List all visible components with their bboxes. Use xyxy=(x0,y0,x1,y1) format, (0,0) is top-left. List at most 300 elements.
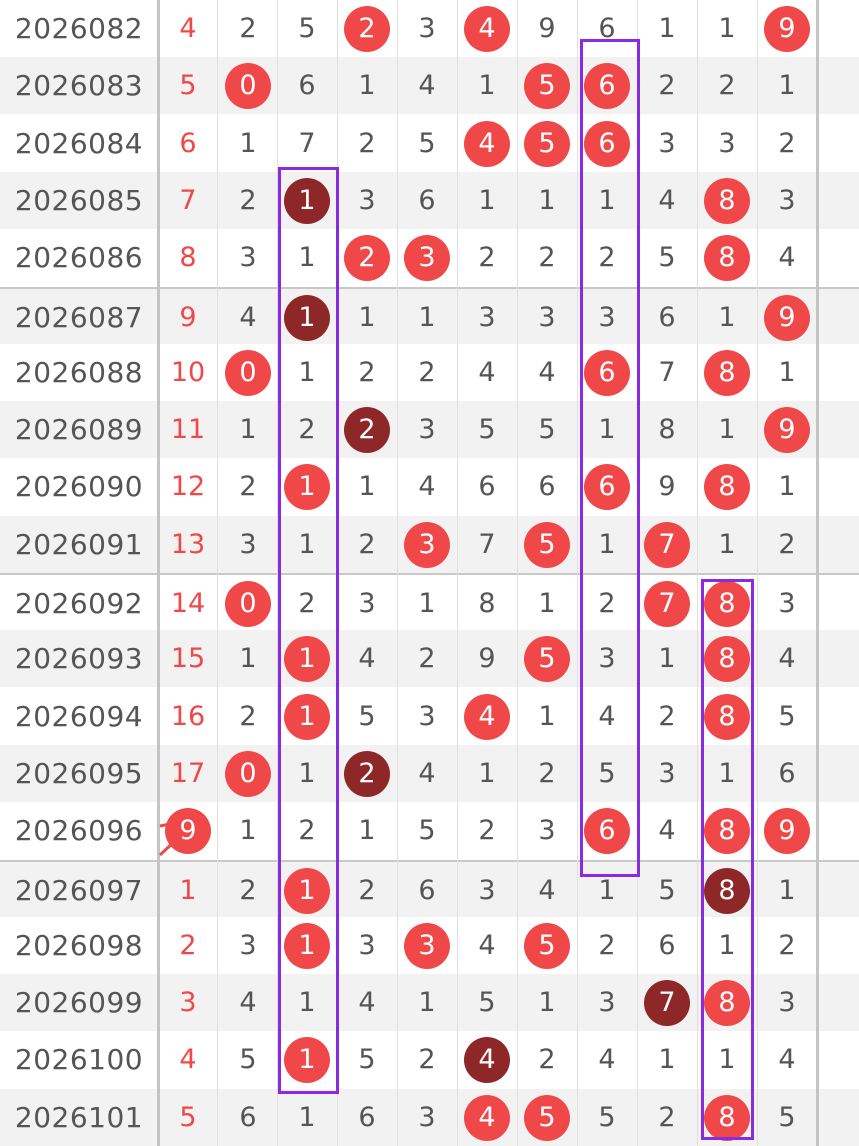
digit-cell: 1 xyxy=(538,701,556,732)
digit-cell: 1 xyxy=(598,185,616,216)
period-number: 2026084 xyxy=(14,127,144,160)
digit-cell xyxy=(337,401,397,458)
digit-cell xyxy=(697,974,757,1031)
digit-cell: 3 xyxy=(778,588,796,619)
digit-cell: 7 xyxy=(478,529,496,560)
repeat-ball: 7 xyxy=(644,980,690,1026)
digit-cell xyxy=(517,115,577,172)
period-number: 2026085 xyxy=(14,184,144,217)
table-row xyxy=(0,57,859,114)
column-divider xyxy=(457,0,458,1146)
digit-cell: 2 xyxy=(418,357,436,388)
hit-ball: 2 xyxy=(344,235,390,281)
digit-cell: 3 xyxy=(418,701,436,732)
digit-cell: 6 xyxy=(658,302,676,333)
table-row xyxy=(0,0,859,57)
digit-cell: 2 xyxy=(239,875,257,906)
digit-cell: 2 xyxy=(358,128,376,159)
digit-cell: 3 xyxy=(358,930,376,961)
digit-cell: 8 xyxy=(658,414,676,445)
period-number: 2026087 xyxy=(14,301,144,334)
digit-cell: 5 xyxy=(298,13,316,44)
digit-cell xyxy=(697,688,757,745)
value-cell xyxy=(158,802,218,859)
hit-ball: 9 xyxy=(764,808,810,854)
digit-cell xyxy=(697,172,757,229)
digit-cell: 4 xyxy=(418,471,436,502)
digit-cell xyxy=(397,229,457,286)
digit-cell: 1 xyxy=(658,1044,676,1075)
digit-cell xyxy=(337,745,397,802)
digit-cell: 1 xyxy=(778,357,796,388)
digit-cell: 3 xyxy=(478,875,496,906)
table-row xyxy=(0,458,859,515)
digit-cell: 6 xyxy=(239,1102,257,1133)
digit-cell: 1 xyxy=(718,13,736,44)
digit-cell xyxy=(218,745,278,802)
digit-cell xyxy=(697,802,757,859)
digit-cell xyxy=(757,401,817,458)
digit-cell: 4 xyxy=(778,643,796,674)
digit-cell xyxy=(697,1089,757,1146)
hit-ball: 5 xyxy=(524,1095,570,1141)
digit-cell: 1 xyxy=(718,302,736,333)
digit-cell: 5 xyxy=(418,815,436,846)
hit-ball: 6 xyxy=(584,808,630,854)
table-row xyxy=(0,1031,859,1088)
period-number: 2026097 xyxy=(14,874,144,907)
digit-cell: 3 xyxy=(598,987,616,1018)
digit-cell: 3 xyxy=(239,930,257,961)
table-row xyxy=(0,917,859,974)
digit-cell: 2 xyxy=(658,70,676,101)
digit-cell xyxy=(577,458,637,515)
digit-cell: 2 xyxy=(778,529,796,560)
table-row xyxy=(0,229,859,286)
period-number: 2026089 xyxy=(14,413,144,446)
digit-cell: 4 xyxy=(418,758,436,789)
digit-cell: 1 xyxy=(538,185,556,216)
column-divider xyxy=(697,0,698,1146)
digit-cell xyxy=(637,575,697,632)
digit-cell: 4 xyxy=(478,357,496,388)
digit-cell: 5 xyxy=(778,701,796,732)
digit-cell xyxy=(517,1089,577,1146)
digit-cell: 1 xyxy=(778,875,796,906)
digit-cell: 2 xyxy=(298,815,316,846)
digit-cell: 9 xyxy=(538,13,556,44)
digit-cell: 3 xyxy=(598,302,616,333)
period-number: 2026092 xyxy=(14,587,144,620)
hit-ball: 8 xyxy=(704,980,750,1026)
digit-cell: 4 xyxy=(598,1044,616,1075)
digit-cell: 1 xyxy=(718,1044,736,1075)
period-number: 2026093 xyxy=(14,642,144,675)
hit-ball: 8 xyxy=(704,1095,750,1141)
digit-cell: 1 xyxy=(358,302,376,333)
hit-ball: 6 xyxy=(584,464,630,510)
digit-cell: 6 xyxy=(478,471,496,502)
digit-cell: 3 xyxy=(358,588,376,619)
digit-cell: 4 xyxy=(478,930,496,961)
digit-cell: 2 xyxy=(658,701,676,732)
table-row xyxy=(0,1089,859,1146)
digit-cell: 1 xyxy=(358,70,376,101)
digit-cell xyxy=(277,172,337,229)
value-cell: 9 xyxy=(179,302,197,333)
digit-cell: 6 xyxy=(658,930,676,961)
digit-cell xyxy=(457,115,517,172)
digit-cell: 2 xyxy=(358,357,376,388)
repeat-ball: 4 xyxy=(464,1037,510,1083)
digit-cell: 1 xyxy=(298,529,316,560)
hit-ball: 9 xyxy=(764,295,810,341)
digit-cell xyxy=(697,458,757,515)
period-number: 2026086 xyxy=(14,241,144,274)
digit-cell: 6 xyxy=(598,13,616,44)
digit-cell: 4 xyxy=(358,643,376,674)
digit-cell xyxy=(697,575,757,632)
digit-cell xyxy=(218,57,278,114)
digit-cell: 5 xyxy=(658,242,676,273)
digit-cell xyxy=(757,0,817,57)
period-number: 2026099 xyxy=(14,986,144,1019)
digit-cell: 3 xyxy=(538,302,556,333)
hit-ball: 0 xyxy=(225,751,271,797)
hit-ball: 5 xyxy=(524,923,570,969)
table-row xyxy=(0,688,859,745)
repeat-ball: 2 xyxy=(344,751,390,797)
hit-ball: 8 xyxy=(704,235,750,281)
digit-cell xyxy=(457,1089,517,1146)
digit-cell: 3 xyxy=(418,1102,436,1133)
hit-ball: 0 xyxy=(225,63,271,109)
value-cell: 13 xyxy=(170,529,206,560)
digit-cell: 4 xyxy=(538,875,556,906)
digit-cell: 4 xyxy=(658,185,676,216)
table-row xyxy=(0,401,859,458)
digit-cell: 1 xyxy=(718,414,736,445)
digit-cell: 2 xyxy=(598,588,616,619)
digit-cell: 1 xyxy=(598,529,616,560)
digit-cell: 1 xyxy=(478,758,496,789)
digit-cell: 2 xyxy=(778,930,796,961)
value-cell: 2 xyxy=(179,930,197,961)
digit-cell: 6 xyxy=(358,1102,376,1133)
hit-ball: 8 xyxy=(704,808,750,854)
digit-cell: 6 xyxy=(538,471,556,502)
digit-cell xyxy=(577,802,637,859)
digit-cell: 8 xyxy=(478,588,496,619)
digit-cell: 2 xyxy=(538,758,556,789)
value-cell: 17 xyxy=(170,758,206,789)
digit-cell xyxy=(337,0,397,57)
digit-cell xyxy=(277,1031,337,1088)
digit-cell: 2 xyxy=(358,875,376,906)
period-number: 2026090 xyxy=(14,470,144,503)
digit-cell: 1 xyxy=(778,471,796,502)
period-number: 2026095 xyxy=(14,757,144,790)
digit-cell: 3 xyxy=(239,529,257,560)
digit-cell: 1 xyxy=(418,987,436,1018)
digit-cell: 1 xyxy=(239,815,257,846)
digit-cell: 1 xyxy=(418,302,436,333)
digit-cell: 7 xyxy=(658,357,676,388)
hit-ball: 0 xyxy=(225,581,271,627)
column-divider xyxy=(337,0,338,1146)
digit-cell: 3 xyxy=(658,128,676,159)
digit-cell: 5 xyxy=(538,414,556,445)
digit-cell: 1 xyxy=(239,128,257,159)
hit-ball: 1 xyxy=(284,636,330,682)
column-divider xyxy=(277,0,278,1146)
column-divider xyxy=(517,0,518,1146)
value-cell: 10 xyxy=(170,357,206,388)
digit-cell xyxy=(337,229,397,286)
period-number: 2026088 xyxy=(14,356,144,389)
digit-cell: 3 xyxy=(239,242,257,273)
hit-ball: 8 xyxy=(704,694,750,740)
repeat-ball: 1 xyxy=(284,295,330,341)
digit-cell: 1 xyxy=(478,185,496,216)
digit-cell xyxy=(457,688,517,745)
digit-cell: 2 xyxy=(478,242,496,273)
digit-cell xyxy=(577,344,637,401)
digit-cell: 2 xyxy=(778,128,796,159)
repeat-ball: 1 xyxy=(284,178,330,224)
digit-cell: 1 xyxy=(298,357,316,388)
repeat-ball: 8 xyxy=(704,868,750,914)
value-cell: 7 xyxy=(179,185,197,216)
digit-cell: 1 xyxy=(478,70,496,101)
table-row xyxy=(0,974,859,1031)
digit-cell: 4 xyxy=(658,815,676,846)
period-number: 2026100 xyxy=(14,1043,144,1076)
digit-cell xyxy=(517,57,577,114)
digit-cell: 3 xyxy=(418,13,436,44)
digit-cell xyxy=(517,630,577,687)
digit-cell xyxy=(577,57,637,114)
hit-ball: 3 xyxy=(404,522,450,568)
digit-cell: 1 xyxy=(778,70,796,101)
column-divider xyxy=(757,0,758,1146)
digit-cell: 4 xyxy=(239,302,257,333)
hit-ball: 9 xyxy=(764,407,810,453)
value-cell: 3 xyxy=(179,987,197,1018)
digit-cell: 2 xyxy=(239,471,257,502)
table-row xyxy=(0,115,859,172)
hit-ball: 5 xyxy=(524,522,570,568)
digit-cell: 1 xyxy=(358,815,376,846)
digit-cell: 4 xyxy=(239,987,257,1018)
value-cell: 6 xyxy=(179,128,197,159)
period-number: 2026098 xyxy=(14,929,144,962)
hit-ball: 4 xyxy=(464,121,510,167)
value-cell: 15 xyxy=(170,643,206,674)
table-row xyxy=(0,802,859,859)
digit-cell: 2 xyxy=(538,242,556,273)
digit-cell: 1 xyxy=(718,758,736,789)
digit-cell xyxy=(757,802,817,859)
digit-cell: 2 xyxy=(358,529,376,560)
hit-ball: 4 xyxy=(464,6,510,52)
column-divider xyxy=(217,0,218,1146)
table-row xyxy=(0,745,859,802)
digit-cell xyxy=(277,862,337,919)
digit-cell: 1 xyxy=(298,1102,316,1133)
digit-cell xyxy=(637,516,697,573)
digit-cell xyxy=(577,115,637,172)
digit-cell: 3 xyxy=(718,128,736,159)
value-cell: 11 xyxy=(170,414,206,445)
digit-cell: 4 xyxy=(598,701,616,732)
hit-ball: 5 xyxy=(524,121,570,167)
digit-cell: 5 xyxy=(658,875,676,906)
digit-cell: 4 xyxy=(418,70,436,101)
hit-ball: 1 xyxy=(284,1037,330,1083)
hit-ball: 1 xyxy=(284,868,330,914)
column-divider xyxy=(816,0,819,1146)
digit-cell xyxy=(457,1031,517,1088)
hit-ball: 1 xyxy=(284,464,330,510)
digit-cell: 2 xyxy=(538,1044,556,1075)
digit-cell: 5 xyxy=(598,1102,616,1133)
digit-cell: 4 xyxy=(538,357,556,388)
value-cell: 4 xyxy=(179,1044,197,1075)
digit-cell: 3 xyxy=(598,643,616,674)
digit-cell: 6 xyxy=(418,185,436,216)
digit-cell: 7 xyxy=(298,128,316,159)
digit-cell: 2 xyxy=(239,701,257,732)
digit-cell: 1 xyxy=(598,875,616,906)
value-cell: 5 xyxy=(179,70,197,101)
digit-cell: 2 xyxy=(478,815,496,846)
digit-cell: 2 xyxy=(598,242,616,273)
digit-cell: 5 xyxy=(418,128,436,159)
hit-ball: 8 xyxy=(704,350,750,396)
value-cell: 1 xyxy=(179,875,197,906)
column-divider xyxy=(397,0,398,1146)
value-ball: 9 xyxy=(165,808,211,854)
hit-ball: 6 xyxy=(584,121,630,167)
table-row xyxy=(0,287,859,344)
digit-cell: 2 xyxy=(298,414,316,445)
hit-ball: 6 xyxy=(584,350,630,396)
hit-ball: 5 xyxy=(524,63,570,109)
hit-ball: 2 xyxy=(344,6,390,52)
digit-cell: 3 xyxy=(418,414,436,445)
repeat-ball: 2 xyxy=(344,407,390,453)
hit-ball: 8 xyxy=(704,581,750,627)
digit-cell xyxy=(277,458,337,515)
digit-cell: 1 xyxy=(538,987,556,1018)
period-number: 2026083 xyxy=(14,69,144,102)
period-number: 2026091 xyxy=(14,528,144,561)
digit-cell: 5 xyxy=(239,1044,257,1075)
digit-cell: 2 xyxy=(658,1102,676,1133)
digit-cell: 6 xyxy=(778,758,796,789)
digit-cell: 1 xyxy=(239,414,257,445)
digit-cell xyxy=(397,516,457,573)
hit-ball: 6 xyxy=(584,63,630,109)
digit-cell xyxy=(277,630,337,687)
hit-ball: 7 xyxy=(644,581,690,627)
digit-cell: 3 xyxy=(478,302,496,333)
digit-cell xyxy=(637,974,697,1031)
digit-cell: 5 xyxy=(478,414,496,445)
hit-ball: 7 xyxy=(644,522,690,568)
digit-cell: 2 xyxy=(418,643,436,674)
digit-cell: 1 xyxy=(658,643,676,674)
column-divider xyxy=(637,0,638,1146)
digit-cell: 1 xyxy=(718,930,736,961)
digit-cell xyxy=(697,344,757,401)
digit-cell: 2 xyxy=(298,588,316,619)
digit-cell: 1 xyxy=(239,643,257,674)
digit-cell xyxy=(697,862,757,919)
digit-cell: 1 xyxy=(358,471,376,502)
digit-cell xyxy=(517,516,577,573)
digit-cell: 4 xyxy=(778,242,796,273)
digit-cell xyxy=(277,917,337,974)
period-number: 2026101 xyxy=(14,1101,144,1134)
table-row xyxy=(0,860,859,917)
digit-cell: 5 xyxy=(598,758,616,789)
digit-cell xyxy=(218,344,278,401)
value-cell: 5 xyxy=(179,1102,197,1133)
digit-cell: 1 xyxy=(718,529,736,560)
digit-cell xyxy=(457,0,517,57)
digit-cell: 3 xyxy=(538,815,556,846)
digit-cell xyxy=(277,289,337,346)
digit-cell: 1 xyxy=(298,758,316,789)
digit-cell xyxy=(757,289,817,346)
digit-cell: 5 xyxy=(778,1102,796,1133)
digit-cell: 3 xyxy=(358,185,376,216)
digit-cell: 2 xyxy=(418,1044,436,1075)
digit-cell: 1 xyxy=(658,13,676,44)
digit-cell: 2 xyxy=(239,13,257,44)
column-divider xyxy=(157,0,160,1146)
hit-ball: 5 xyxy=(524,636,570,682)
digit-cell: 3 xyxy=(658,758,676,789)
digit-cell: 5 xyxy=(358,701,376,732)
digit-cell: 1 xyxy=(298,242,316,273)
hit-ball: 1 xyxy=(284,923,330,969)
digit-cell: 6 xyxy=(418,875,436,906)
value-cell: 8 xyxy=(179,242,197,273)
digit-cell xyxy=(277,688,337,745)
digit-cell: 2 xyxy=(598,930,616,961)
digit-cell: 3 xyxy=(778,185,796,216)
digit-cell: 1 xyxy=(538,588,556,619)
digit-cell: 6 xyxy=(298,70,316,101)
table-row xyxy=(0,573,859,630)
hit-ball: 0 xyxy=(225,350,271,396)
digit-cell: 9 xyxy=(478,643,496,674)
digit-cell: 2 xyxy=(239,185,257,216)
value-cell: 4 xyxy=(179,13,197,44)
period-number: 2026096 xyxy=(14,814,144,847)
digit-cell: 1 xyxy=(418,588,436,619)
hit-ball: 9 xyxy=(764,6,810,52)
digit-cell: 4 xyxy=(778,1044,796,1075)
period-number: 2026094 xyxy=(14,700,144,733)
digit-cell xyxy=(697,229,757,286)
period-number: 2026082 xyxy=(14,12,144,45)
value-cell: 14 xyxy=(170,588,206,619)
table-row xyxy=(0,172,859,229)
